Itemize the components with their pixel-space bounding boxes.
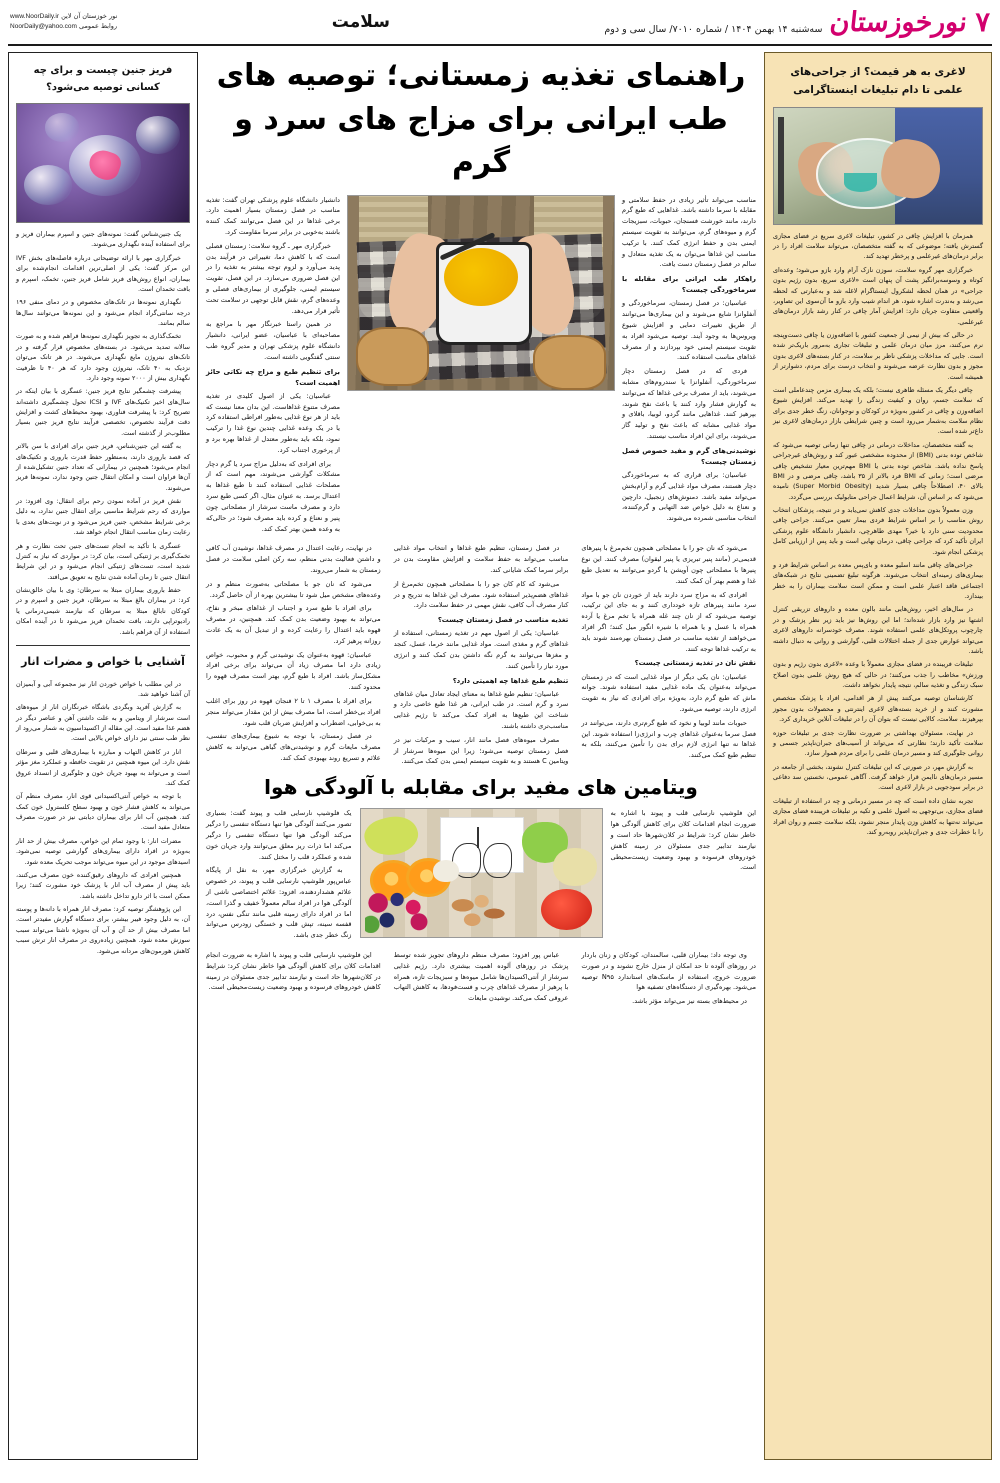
- lung-icon-right: [483, 843, 512, 878]
- embryo-cells-photo: [16, 103, 190, 223]
- paragraph: چاقی دیگر یک مسئله ظاهری نیست؛ بلکه یک بیماری مزمن چندعاملی است که سلامت جسم، روان و کیفیت زندگی را تهدید می‌کند. افزایش شیوع اضافه‌وزن و چاقی در کشور به‌ویژه در کودکان و نوجوانان، زنگ خطر جدی برای نظام سلامت به‌شمار می‌رود است و چنین شرایطی بازار درمان‌های لاغری نیز داغ‌تر شده است.: [773, 385, 983, 436]
- paragraph: خبرگزاری مهر با ارائه توضیحاتی درباره فاصله‌های بخش IVF این مرکز گفت: یکی از اصلی‌ترین اقدامات انجام‌شده برای بیماران، انواع روش‌های فریز شامل فریز جنین، تخمک، اسپرم و بافت تخمدان است.: [16, 253, 190, 293]
- bread-slice-shape: [356, 327, 429, 385]
- paragraph: خبرگزاری مهر گروه سلامت، سوزن نازک آرام وارد بازو می‌شود؛ وعده‌ای کوتاه و وسوسه‌برانگیز پشت آن پنهان است «لاغری سریع، بدون رژیم بدون جراحی» در همان لحظه لشکرول اینستاگرام لاغله شد و به‌عبارتی که لحظه می‌رشد و به‌ندرت اشاره شود، هر اندام شیب وارد بازو ما آن‌سوی این تصاویر، واقعیتی متفاوت جریان دارد: افزایش آمار چاقی در کنار رشد بازار درمان‌های غیرعلمی.: [773, 265, 983, 326]
- lead-column-right: [206, 195, 340, 538]
- paragraph: عباسیان: برای قراری که به سرماخوردگی دچار هستند، مصرف مواد غذایی گرم و آرام‌بخش می‌تواند مفید باشد. دمنوش‌های زنجبیل، دارچین و نعناع به دلیل خواص ضد التهابی و گرم‌کننده، انتخاب مناسبی شمرده می‌شوند.: [622, 470, 756, 523]
- main-body-columns: [206, 543, 756, 767]
- paragraph: نقش فریز در آماده نمودن رحم برای انتقال: وی افزود: در مواردی که رحم شرایط مناسبی برای انتقال جنین ندارد، به دلیل برخی شرایط مشخص، جنین فریز می‌شود و در نوبت‌های بعدی با رعایت زمان مناسب انتقال انجام خواهد شد.: [16, 497, 190, 537]
- paragraph: در محیط‌های بسته نیز می‌تواند مؤثر باشد.: [632, 997, 747, 1006]
- masthead-brand: [604, 7, 990, 38]
- nuts-shape: [447, 891, 510, 932]
- paragraph: با توجه به خواص آنتی‌اکسیدانی قوی انار، مصرف منظم آن می‌تواند به کاهش فشار خون و بهبود سطح کلسترول خون کمک کند. همچنین آب انار برای بیماران دیابتی نیز در صورت مصرف متعادل مفید است.: [16, 792, 190, 832]
- bottom-article: [206, 775, 756, 1007]
- right-sidebar: [8, 52, 198, 1460]
- online-label: نور خوزستان آن لاین: [61, 12, 118, 21]
- paragraph: به گزارش مهر، در صورتی که این تبلیغات کنترل نشوند، بخشی از جامعه در مسیر درمان‌های ناایمن قرار خواهد گرفت. آگاهی عمومی، نخستین سد دفاعی در برابر سودجویی در بازار لاغری است.: [773, 762, 983, 792]
- cell-shape: [136, 116, 181, 154]
- paragraph: عباس پور افزود: مصرف منظم داروهای تجویز شده توسط پزشک در روزهای آلوده اهمیت بیشتری دارد. رژیم غذایی سرشار از آنتی‌اکسیدان‌ها شامل میوه‌ها و سبزیجات تازه، همراه با پرهیز از مصرف غذاهای چرب و فست‌فودها، به کاهش التهاب عروقی کمک می‌کند. نوشیدن مایعات: [393, 951, 569, 1003]
- liquid-shape: [844, 173, 878, 192]
- paragraph: عباسیان: یکی از اصول مهم در تغذیه زمستانی، استفاده از غذاهای گرم و مغذی است. مواد غذایی مانند خرما، عسل، کنجد و مغزها می‌توانند به گرم نگه داشتن بدن کمک کنند و انرژی مورد نیاز را تأمین کنند.: [393, 629, 569, 670]
- lab-flask-photo: [773, 107, 983, 225]
- subheading: نقش نان در تغذیه زمستانی چیست؟: [634, 659, 756, 668]
- trachea-icon: [477, 827, 479, 847]
- paragraph: در این مطلب با خواص خوردن انار نیز مجموعه آبی و آبمیزان آن آشنا خواهید شد.: [16, 679, 190, 698]
- masthead-contact: [10, 12, 117, 32]
- right-sidebar-headline-2: آشنایی با خواص و مضرات انار: [16, 645, 190, 672]
- paragraph: انار در کاهش التهاب و مبارزه با بیماری‌های قلبی و سرطان نقش دارد. این میوه همچنین در تقویت حافظه و عملکرد مغز مؤثر است و می‌تواند به بهبود جریان خون و جلوگیری از انسداد عروق کمک کند.: [16, 747, 190, 787]
- paragraph: افرادی که به مزاج سرد دارند باید از خوردن نان جو با مواد سرد مانند پنیرهای تازه خودداری کنند و به جای این ترکیب، توصیه می‌شود که از نان چند غله همراه با تخم مرغ یا آرده همراه با عسل و یا همراه با شیره انگور میل کنند؛ اگر افراد می‌خواهند از تغذیه مناسب در فصل زمستان بهره‌مند شوند باید به ترکیب غذاها توجه کنند.: [581, 590, 756, 653]
- paragraph: می‌شود که نان جو را با مصلحاتی همچون تخم‌مرغ با پنیرهای قدیمی‌تر (مانند پنیر تبریزی یا پنیر لیقوان) مصرف کنند. این نوع پنیرها با مصلحاتی چون آویشن یا گردو می‌توانند به تعدیل طبع غذا و هضم بهتر آن کمک کنند.: [581, 544, 756, 585]
- paragraph: تجربه نشان داده است که چه در مسیر درمانی و چه در استفاده از تبلیغات فضای مجازی، بی‌توجهی به اصول علمی و تکیه بر تبلیغات فریبنده فضای مجازی می‌تواند نه‌تنها به کاهش وزن پایدار منجر نشود، بلکه سلامت جسم و روان افراد را با خطرات جدی و جبران‌ناپذیر روبه‌رو کند.: [773, 796, 983, 836]
- right-sidebar-headline-1: فریز جنین چیست و برای چه کسانی توصیه می‌شود؟: [33, 65, 173, 93]
- website-url[interactable]: www.NoorDaily.ir: [10, 13, 60, 21]
- paragraph: عباسیان: قهوه به‌عنوان یک نوشیدنی گرم و محبوب، خواص زیادی دارد اما مصرف زیاد آن می‌تواند برای برخی افراد مشکل‌ساز باشد. افراد با طبع گرم، بهتر است مصرف قهوه را محدود کنند.: [206, 650, 381, 692]
- paragraph: می‌شود که نان جو با مصلحاتی به‌صورت منظم و در وعده‌های مشخص میل شود تا بیشترین بهره از آن حاصل گردد.: [206, 579, 381, 599]
- paragraph: به گزارش آفرید وبگردی باشگاه خبرنگاران انار از میوه‌های است سرشار از ویتامین و به علت داشتن آهن و عناصر دیگر در هضم غذا مفید است. این مقاله از اکسیداسیون به شمار می‌رود از نظر طب سنتی نیز دارای خواص بالایی است.: [16, 703, 190, 743]
- issue-date-line: سه‌شنبه ۱۴ بهمن ۱۴۰۴ / شماره ۷۰۱۰/ سال سی و دوم: [604, 23, 823, 35]
- paragraph: همزمان با افزایش چاقی در کشور، تبلیغات لاغری سریع در فضای مجازی گسترش یافته؛ موضوعی که به گفته متخصصان، می‌تواند سلامت افراد را در برابر درمان‌های غیرعلمی و پرخطر تهدید کند.: [773, 231, 983, 261]
- paragraph: فردی که در فصل زمستان دچار سرماخوردگی، آنفلوانزا یا سندروم‌های مشابه می‌شوند، باید از مصرف برخی غذاها که می‌توانند به گوارش فشار وارد کنند یا باعث نفخ شوند، بپرهیز کنند. غذاهایی مانند گردو، لوبیا، باقلای و مواد غذایی مشابه که باعث نفخ و تولید گاز می‌شوند، برای این افراد مناسب نیستند.: [622, 367, 756, 441]
- paragraph: عباسیان: تنظیم طبع غذاها به معنای ایجاد تعادل میان غذاهای سرد و گرم است. در طب ایرانی، هر غذا طبع خاصی دارد و شناخت این طبع‌ها به افراد کمک می‌کند تا رژیم غذایی مناسب‌تری داشته باشند.: [393, 689, 569, 730]
- paragraph: در سال‌های اخیر، روش‌هایی مانند بالون معده و داروهای تزریقی کنترل اشتها نیز وارد بازار شده‌اند؛ اما این روش‌ها نیز باید زیر نظر پزشک و در چارچوب پروتکل‌های علمی استفاده شوند. مصرف خودسرانه داروهای لاغری می‌تواند عوارض جدی از جمله اختلالات قلبی، گوارشی و روانی به دنبال داشته باشد.: [773, 605, 983, 655]
- berries-shape: [365, 890, 437, 934]
- paragraph: می‌شود که کام کان جو را با مصلحاتی همچون تخم‌مرغ از غذاهای هضم‌پذیر استفاده شود. مصرف این غذاها به تدریج و در کنار مصرف آب کافی، نقش مهمی در حفظ سلامت دارد.: [393, 579, 569, 610]
- paragraph: برای افرادی که به‌دلیل مزاج سرد یا گرم دچار مشکلات گوارشی می‌شوند، مهم است که از مصلحات غذایی استفاده کنند تا طبع غذاها به اعتدال برسد. به عنوان مثال، اگر کسی طبع سرد دارد و مصرف ماست سرشار از مصلحاتی چون پنیر و نعناع و کرده باید مصرف شود؛ در حالی‌که به وعده همین بهتر کمک کند.: [206, 459, 340, 533]
- paragraph: مناسب می‌تواند تأثیر زیادی در حفظ سلامتی و مقابله با سرما داشته باشد. غذاهایی که طبع گرم دارند، مانند خورشت فسنجان، حبوبات، سبزیجات گرم و میوه‌های گرم، می‌توانند به تقویت سیستم ایمنی بدن و حفظ انرژی کمک کنند. با ترکیب مناسب این غذاها می‌توان به یک تغذیه متعادل و سالم در فصل زمستان دست یافت.: [622, 195, 756, 269]
- paragraph: تبلیغات فریبنده در فضای مجازی معمولاً با وعده «لاغری بدون رژیم و بدون ورزش» مخاطب را جذب می‌کنند؛ در حالی که هیچ روش علمی بدون اصلاح سبک زندگی و تغذیه سالم، نتیجه پایدار نخواهد داشت.: [773, 660, 983, 690]
- paragraph: عباسیان: یکی از اصول کلیدی در تغذیه مصرف متنوع غذاهاست. این بدان معنا نیست که باید از هر نوع غذایی به‌طور افراطی استفاده کرد یا در یک وعده غذایی چندین نوع غذا را ترکیب نمود، بلکه باید به‌طور معتدل از غذاها بهره برد و از پرخوری اجتناب کرد.: [206, 391, 340, 454]
- apple-half-shape: [553, 848, 596, 886]
- left-sidebar-article: [764, 52, 992, 1460]
- paragraph: وی توجه داد: بیماران قلبی، سالمندان، کودکان و زنان باردار در روزهای آلوده تا حد امکان از منزل خارج نشوند و در صورت ضرورت خروج، استفاده از ماسک‌های استاندارد N۹۵ توصیه می‌شود. بهره‌گیری از دستگاه‌های تصفیه هوا: [581, 951, 756, 992]
- main-headline: راهنمای تغذیه زمستانی؛ توصیه های طب ایرانی برای مزاج های سرد و گرم: [216, 58, 746, 180]
- paragraph: در همین راستا خبرنگار مهر با مراجع به مصاحبه‌ای با عباسیان، عضو ایرانی، دانشیار دانشگاه علوم پزشکی تهران و مدیر گروه طب سنتی گفتگویی داشته است.: [206, 320, 340, 361]
- cell-shape: [24, 165, 72, 205]
- paragraph: این پژوهشگر توصیه کرد: مصرف انار همراه با دانه‌ها و پوسته آن، به دلیل وجود فیبر بیشتر، برای دستگاه گوارش مفیدتر است. اما مصرف بیش از حد آن و آب آن به‌ویژه ناشتا می‌تواند سبب سوزش معده شود. همچنین زیاده‌روی در مصرف انار ترش سبب کاهش هورمون‌های مردانه می‌شود.: [16, 905, 190, 955]
- paragraph: برای افراد با مصرف ۱ تا ۲ فنجان قهوه در روز برای اغلب افراد بی‌خطر است، اما مصرف بیش از این مقدار می‌تواند منجر به بی‌خوابی، اضطراب و افزایش ضربان قلب شود.: [206, 696, 381, 727]
- subheading: نوشیدنی‌های گرم و مفید خصوص فصل زمستان چیست؟: [622, 446, 756, 466]
- bottom-article-headline: ویتامین های مفید برای مقابله با آلودگی هوا: [264, 775, 698, 800]
- lead-column-left: [622, 195, 756, 528]
- paragraph: به گزارش خبرگزاری مهر، به نقل از پایگاه عباس‌پور فلوشیپ نارسایی قلب و پیوند، در خصوص علائم هشداردهنده، افزود: علائم اختصاصی ناشی از آلودگی هوا در افراد سالم معمولاً خفیف و گذرا است، اما در افراد دارای زمینه قلبی مانند تنگی نفس، درد قفسه سینه، تپش قلب و خستگی زودرس می‌تواند زنگ خطر جدی باشد.: [206, 866, 352, 940]
- paragraph: خبرگزاری مهر ـ گروه سلامت: زمستان فصلی است که با کاهش دما، تغییراتی در فرآیند بدن پدید می‌آورد و لزوم توجه بیشتر به تغذیه را در این فصل ضروری می‌سازد. در این فصل، تقویت سیستم ایمنی، جلوگیری از بیماری‌های فصلی و وعده‌های گرم، نقش قابل توجهی در سلامت تحت تأثیر قرار می‌دهد.: [206, 241, 340, 315]
- paragraph: همچنین افرادی که داروهای رقیق‌کننده خون مصرف می‌کنند، باید پیش از مصرف آب انار با پزشک خود مشورت کنند؛ زیرا ممکن است با اثر دارو تداخل داشته باشد.: [16, 870, 190, 900]
- left-sidebar-body: [773, 231, 983, 841]
- section-title: سلامت: [331, 12, 390, 32]
- paragraph: به گفته این جنین‌شناس، فریز جنین برای افرادی با سن بالاتر که قصد باروری دارند، به‌منظور حفظ قدرت باروری و تکنیک‌های انجام می‌شود؛ همچنین در بیمارانی که تعداد جنین تشکیل‌شده از آن‌ها فراوان است و امکان انتقال جنین وجود ندارد، نمونه‌ها فریز می‌شوند.: [16, 442, 190, 492]
- paragraph: جراحی‌های چاقی مانند اسلیو معده و بای‌پس معده بر اساس شرایط فرد و بیماری‌های زمینه‌ای انتخاب می‌شوند. هرگونه تبلیغ تضمینی نتایج در شبکه‌های اجتماعی فاقد اعتبار علمی است و ممکن است سلامت بیماران را به خطر بیندازد.: [773, 560, 983, 601]
- paragraph: حفظ باروری بیماران مبتلا به سرطان: وی با بیان خالق‌نشان کرد: در بیماران بالغ مبتلا به سرطان، فریز جنین و اسپرم و در کودکان نابالغ مبتلا به سرطان که نیازمند شیمی‌درمانی یا رادیوتراپی دارند، بافت تخمدان فریز می‌شود تا در آینده امکان استفاده از آن فراهم باشد.: [16, 586, 190, 636]
- pepper-shape: [361, 810, 423, 862]
- masthead: [0, 0, 1000, 44]
- bread-slice-shape: [533, 335, 606, 389]
- paragraph: به گفته متخصصان، مداخلات درمانی در چاقی تنها زمانی توصیه می‌شود که شاخص توده بدنی (BMI) از محدوده مشخصی عبور کند و روش‌های غیرجراحی پاسخ نداده باشد. شاخص توده بدنی یا BMI مهم‌ترین معیار تشخیص چاقی مرضی است؛ زمانی که BMI فرد بالاتر از ۳۵ باشد، چاقی مرضی و در BMI بالای ۴۰، اصطلاحاً چاقی بسیار شدید (Super Morbid Obesity) نامیده می‌شود که بر اساس آن، شرایط اعمال جراحی متابولیک بررسی می‌گردد.: [773, 440, 983, 501]
- lead-row: [206, 195, 756, 538]
- newspaper-logo: نورخوزستان: [828, 6, 970, 38]
- lab-stand-icon: [778, 117, 784, 214]
- paragraph: پیشرفت چشمگیر نتایج فریز جنین: عسگری با بیان اینکه در سال‌های اخیر تکنیک‌های IVF و ICSI تحول چشمگیری داشته‌اند تصریح کرد: با پیشرفت فناوری، بهبود محیط‌های کشت و افزایش دقت فرآیند نخصوص، تخصصی فرآیند نتایج فریز جنین بسیار مطلوب‌تر از گذشته است.: [16, 387, 191, 437]
- bottom-article-columns: [206, 950, 756, 1007]
- paragraph: در حالی که بیش از نیمی از جمعیت کشور با اضافه‌وزن یا چاقی دست‌وپنجه نرم می‌کنند، مرز میان درمان علمی و تبلیغات تجاری به‌مرور باریک‌تر شده است. جایی که مداخلات پزشکی ناظر بر سلامت، در کنار بسته‌های لاغری بدون مجوز و بدون نظارت عرضه می‌شوند و انتخاب درست برای مردم، دشوارتر از همیشه است.: [773, 331, 983, 381]
- paragraph: نگهداری نمونه‌ها در تانک‌های مخصوص و در دمای منفی ۱۹۶ درجه سانتی‌گراد انجام می‌شود و این نمونه‌ها می‌توانند سال‌ها سالم بمانند.: [16, 298, 190, 327]
- paragraph: یک جنین‌شناس گفت: نمونه‌های جنین و اسپرم بیماران فریز و برای استفاده آینده نگهداری می‌شوند.: [16, 230, 190, 249]
- subheading: تغذیه مناسب در فصل زمستان چیست؟: [437, 616, 569, 625]
- paragraph: عباسیان: در فصل زمستان، سرماخوردگی و آنفلوانزا شایع می‌شوند و این بیماری‌ها می‌توانند از طریق تغییرات دمایی و افزایش شیوع ویروس‌ها به وجود آیند. توصیه می‌شود افراد به تقویت سیستم ایمنی خود بپردازند و از مصرف غذاهای مناسب استفاده کنند.: [622, 299, 756, 362]
- paragraph: یک فلوشیپ نارسایی قلب و پیوند گفت: بسیاری تصور می‌کنند آلودگی هوا تنها دستگاه تنفسی را درگیر می‌کند آلودگی هوا تنها دستگاه تنفسی را درگیر می‌کند اما ذرات ریز معلق می‌توانند وارد جریان خون شده و عملکرد قلب را مختل کنند.: [206, 809, 352, 861]
- paragraph: در فصل زمستان، تنظیم طبع غذاها و انتخاب مواد غذایی مناسب می‌تواند به حفظ سلامت و افزایش مقاومت بدن در برابر سرما کمک شایانی کند.: [393, 544, 569, 574]
- paragraph: دانشیار دانشگاه علوم پزشکی تهران گفت: تغذیه مناسب در فصل زمستان بسیار اهمیت دارد. برخی غذاها در این فصل می‌توانند کمک کننده باشند به‌خوبی در برابر سرما مقاومت کرد.: [206, 195, 340, 236]
- paragraph: برای افراد با طبع سرد و اجتناب از غذاهای مبخر و نفاخ، می‌تواند به بهبود وضعیت بدن کمک کند. همچنین، در مصرف قهوه باید اعتدال را رعایت کرده و از تبدیل آن به یک عادت روزانه پرهیز کرد.: [206, 604, 381, 645]
- paragraph: این فلوشیپ نارسایی قلب و پیوند با اشاره به ضرورت انجام اقدامات کلان برای کاهش آلودگی هوا خاطر نشان کرد: شرایط در کلان‌شهرها حاد است و نیازمند تدابیر جدی مسئولان در زمینه کاهش خودروهای فرسوده و بهبود وضعیت زیست‌محیطی است.: [610, 809, 756, 872]
- fruits-vegetables-lungs-photo: [360, 808, 603, 938]
- paragraph: کارشناسان توصیه می‌کنند پیش از هر اقدامی، افراد با پزشک متخصص مشورت کنند و از خرید بسته‌های لاغری اینترنتی و محصولات بدون مجوز بپرهیزند. سلامت، کالایی نیست که بتوان آن را در تبلیغات آنلاین خریداری کرد.: [773, 694, 983, 724]
- paragraph: عباسیان: نان یکی دیگر از مواد غذایی است که در زمستان می‌تواند به‌عنوان یک ماده غذایی مفید استفاده شوند. جوانه ماش که طبع گرم دارد، به‌ویژه برای افرادی که نیاز به تقویت انرژی دارند، توصیه می‌شود.: [581, 672, 756, 713]
- subheading: تنظیم طبع غذاها چه اهمیتی دارد؟: [452, 676, 569, 685]
- soup-shape: [444, 248, 518, 306]
- page-number: ۷: [975, 6, 990, 38]
- paragraph: این فلوشیپ نارسایی قلب و پیوند با اشاره به ضرورت انجام اقدامات کلان برای کاهش آلودگی هوا خاطر نشان کرد: شرایط در کلان‌شهرها حاد است و نیازمند تدابیر جدی مسئولان در زمینه کاهش خودروهای فرسوده و بهبود وضعیت زیست‌محیطی است.: [206, 951, 381, 992]
- paragraph: تخمک‌گذاری به تجویز نگهداری نمونه‌ها فراهم شده و به صورت سالانه تمدید می‌شود. در بسته‌های مخصوص قرار گرفته و در تانک‌های نیتروژن مایع نگهداری می‌شوند. در هر تانک می‌توان نزدیک به ۴۰ تانک، نیتروژن وجود دارد که هر ۴۰ تا ظرفیت نگهداری بیش از ۲۰۰۰ نمونه وجود دارد.: [16, 332, 191, 382]
- bottom-column-left: [611, 808, 757, 876]
- email-address[interactable]: NoorDaily@yahoo.com: [10, 23, 77, 30]
- paragraph: حبوبات مانند لوبیا و نخود که طبع گرم‌تری دارند، می‌توانند در فصل سرما به‌عنوان غذاهای چرب و انرژی‌زا استفاده شوند. این غذاها نه تنها انرژی لازم برای بدن را تأمین می‌کنند، بلکه به تنظیم طبع کمک می‌کنند.: [581, 718, 756, 760]
- garlic-shape: [433, 860, 460, 882]
- paragraph: مضرات انار: با وجود تمام این خواص، مصرف بیش از حد انار به‌ویژه در افراد دارای بیماری‌های گوارشی توصیه نمی‌شود. اسیدهای موجود در این میوه می‌تواند موجب تحریک معده شود.: [16, 836, 190, 866]
- main-article: [198, 52, 764, 1471]
- paragraph: در نهایت، مسئولان بهداشتی بر ضرورت نظارت جدی بر تبلیغات حوزه سلامت تأکید دارند؛ نظارتی که می‌تواند از آسیب‌های جبران‌ناپذیر جسمی و روانی جلوگیری کند و مسیر درمان علمی را برای مردم هموار سازد.: [773, 728, 983, 758]
- bottom-column-right: [206, 808, 352, 944]
- page-body: [0, 46, 1000, 1471]
- left-sidebar-headline: لاغری به هر قیمت؟ از جراحی‌های علمی تا دام تبلیغات اینستاگرامی: [790, 66, 966, 96]
- cell-shape: [45, 113, 79, 141]
- soup-mug-photo: [347, 195, 615, 391]
- tomato-shape: [541, 889, 592, 930]
- bottom-article-top-row: [206, 808, 756, 944]
- paragraph: در نهایت، رعایت اعتدال در مصرف غذاها، نوشیدن آب کافی و داشتن فعالیت بدنی منظم، سه رکن اصلی سلامت در فصل زمستان به شمار می‌روند.: [206, 544, 381, 574]
- paragraph: در فصل زمستان، با توجه به شیوع بیماری‌های تنفسی، مصرف مایعات گرم و نوشیدنی‌های گیاهی می‌تواند به کاهش علائم و تسریع روند بهبودی کمک کند.: [206, 732, 381, 762]
- paragraph: عسگری با تأکید به انجام تست‌های جنین تحت نظارت و هر تخمک‌گیری بر ژنتیکی است، بیان کرد: در مواردی که نیاز به کنترل شدید است، تست‌های ژنتیکی انجام می‌شود و در این شرایط انتقال جنین تا زمان آماده شدن نتایج به تعویق می‌افتد.: [16, 541, 190, 581]
- pr-label: روابط عمومی: [79, 22, 118, 30]
- subheading: راهکار طب ایرانی برای مقابله با سرماخوردگی چیست؟: [622, 275, 756, 295]
- subheading: برای تنظیم طبع و مزاج چه نکاتی حائز اهمیت است؟: [206, 367, 340, 387]
- paragraph: وزن معمولاً بدون مداخلات جدی کاهش نمی‌یابد و در نتیجه، پزشکان انتخاب روش مناسب را بر اساس شرایط فردی بیمار تعیین می‌کنند. جراحی چاقی محدودیت سنی دارد یا خیر؟ مهدی طاهرچی، دانشیار دانشگاه علوم پزشکی ایران تأکید کرد که جراحی چاقی، درمان نهایی است و باید پس از ارزیابی کامل پزشکی انجام شود.: [773, 506, 983, 556]
- paragraph: مصرف میوه‌های فصل مانند انار، سیب و مرکبات نیز در فصل زمستان توصیه می‌شود؛ زیرا این میوه‌ها سرشار از ویتامین C هستند و به تقویت سیستم ایمنی بدن کمک می‌کنند.: [393, 735, 569, 766]
